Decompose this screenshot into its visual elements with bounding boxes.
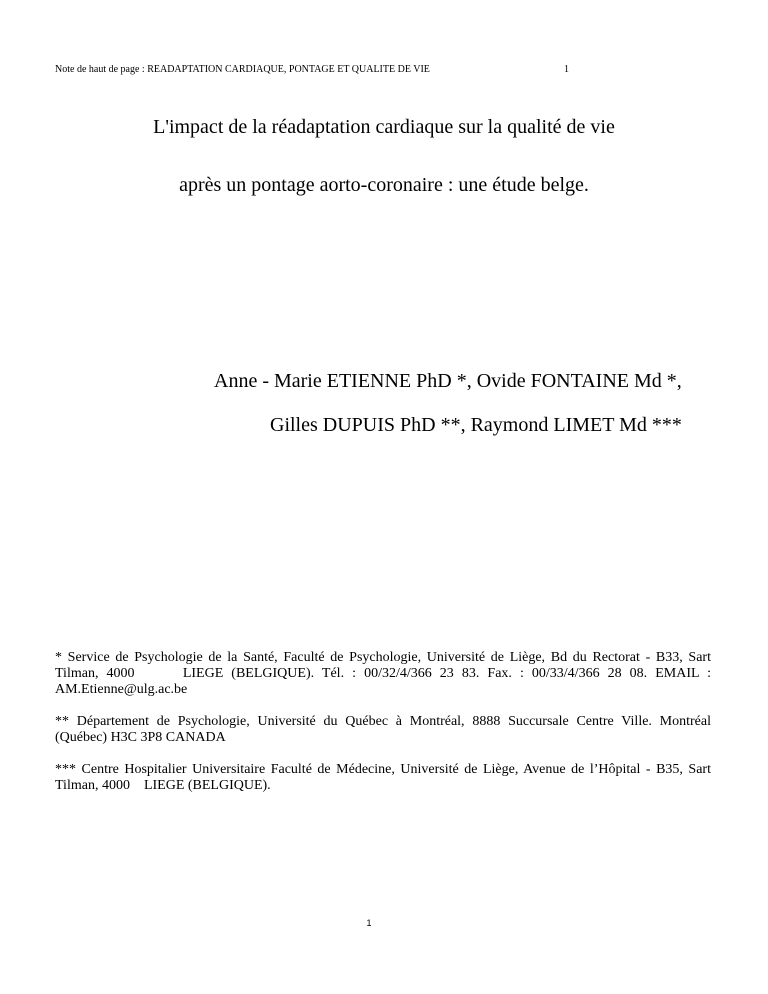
footer-page-number: 1 — [366, 918, 372, 928]
header-page-number: 1 — [564, 64, 569, 75]
running-head: Note de haut de page : READAPTATION CARDIAQUE, PONTAGE ET QUALITE DE VIE — [55, 64, 430, 75]
affiliation-3: *** Centre Hospitalier Universitaire Faculté de Médecine, Université de Liège, Avenue de l’Hôpital - B35, Sart Tilman, 4000 LIEGE (BELGIQUE). — [55, 762, 715, 793]
title-line-2: après un pontage aorto-coronaire : une étude belge. — [179, 174, 589, 196]
authors-line-2: Gilles DUPUIS PhD **, Raymond LIMET Md *** — [270, 414, 682, 436]
authors-line-1: Anne - Marie ETIENNE PhD *, Ovide FONTAINE Md *, — [214, 370, 682, 392]
affiliation-2: ** Département de Psychologie, Université du Québec à Montréal, 8888 Succursale Centre Ville. Montréal (Québec) H3C 3P8 CANADA — [55, 714, 711, 745]
title-line-1: L'impact de la réadaptation cardiaque sur la qualité de vie — [153, 116, 615, 138]
affiliation-1: * Service de Psychologie de la Santé, Faculté de Psychologie, Université de Liège, Bd du Rectorat - B33, Sart Tilman, 4000 LIEGE (BELGIQUE). Tél. : 00/32/4/366 23 83. Fax. : 00/33/4/366 28 08. EMAIL : AM.Etienne@ulg.ac.be — [55, 650, 715, 697]
